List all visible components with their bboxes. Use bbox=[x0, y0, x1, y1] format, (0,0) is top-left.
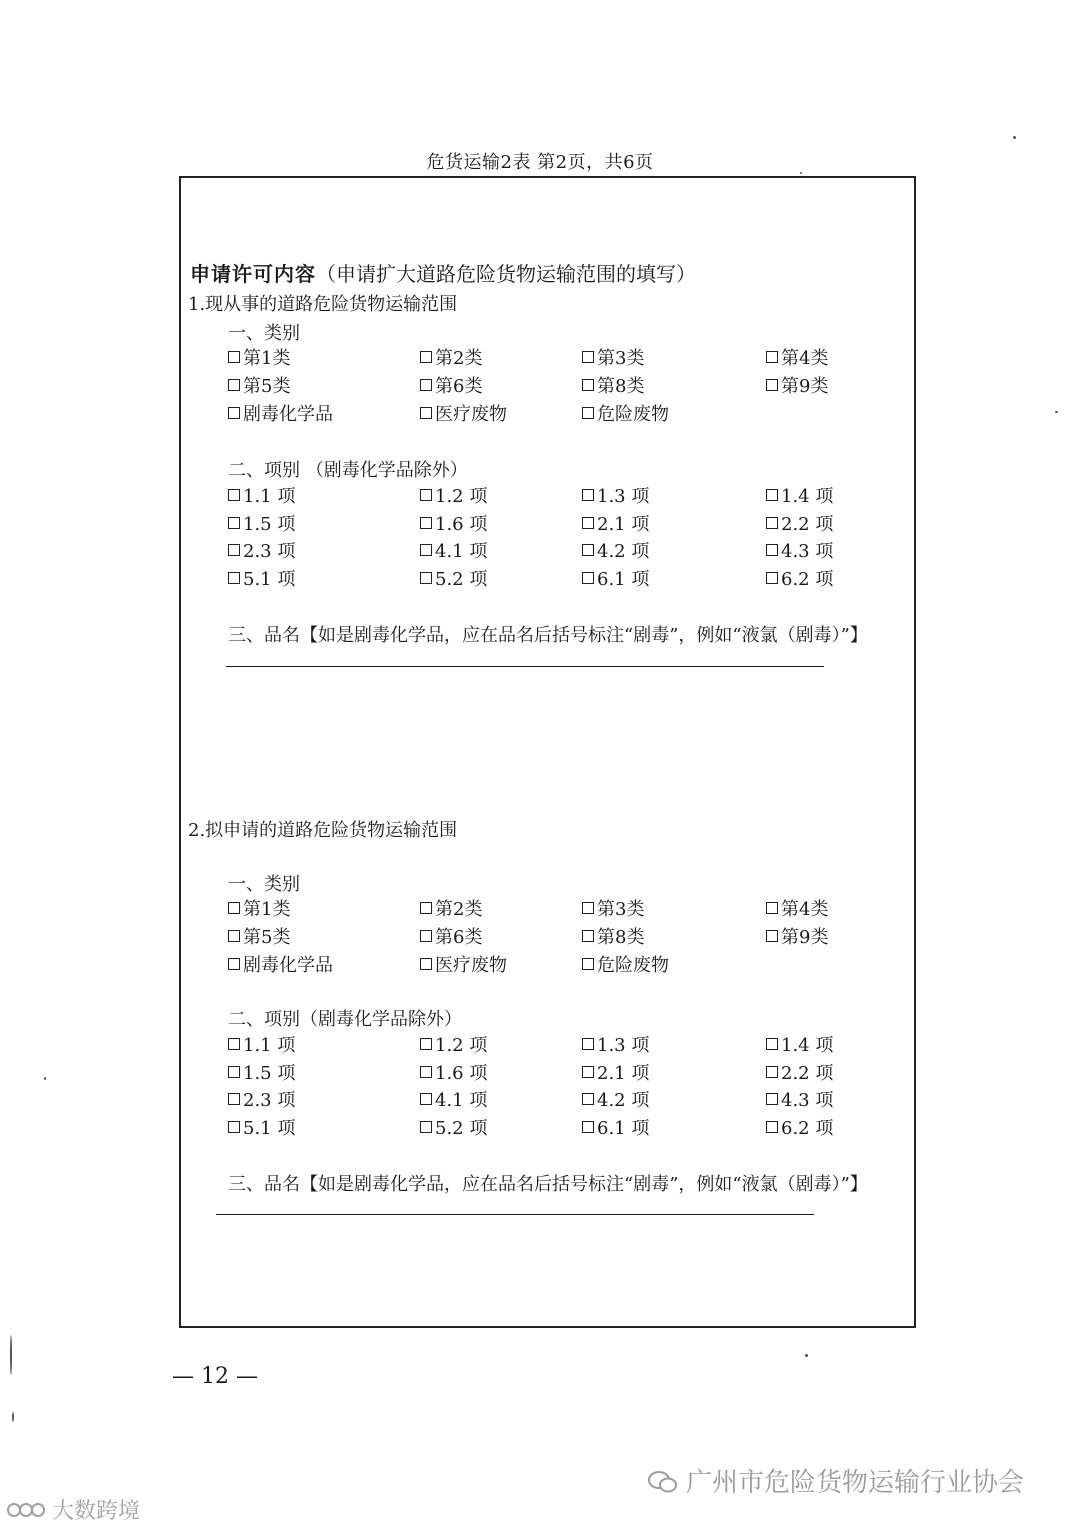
checkbox[interactable] bbox=[228, 1038, 240, 1050]
option-label: 剧毒化学品 bbox=[243, 404, 333, 425]
option-label: 6.2 项 bbox=[781, 1118, 834, 1140]
category-row bbox=[228, 951, 928, 977]
option-label: 1.6 项 bbox=[435, 513, 488, 535]
option-label: 第8类 bbox=[597, 376, 645, 397]
item-option[interactable] bbox=[420, 565, 487, 591]
option-label: 2.1 项 bbox=[597, 1062, 650, 1084]
checkbox[interactable] bbox=[582, 1038, 594, 1050]
checkbox[interactable] bbox=[420, 407, 432, 419]
checkbox[interactable] bbox=[420, 902, 432, 914]
section-2-heading: 2.拟申请的道路危险货物运输范围 bbox=[188, 820, 458, 841]
option-label: 1.2 项 bbox=[435, 486, 488, 507]
option-label: 1.5 项 bbox=[243, 1062, 296, 1084]
checkbox[interactable] bbox=[766, 902, 778, 914]
category-option[interactable] bbox=[766, 923, 828, 949]
option-label: 第4类 bbox=[781, 899, 829, 920]
option-label: 1.1 项 bbox=[243, 1035, 296, 1056]
item-option[interactable] bbox=[582, 1086, 649, 1112]
checkbox[interactable] bbox=[228, 351, 240, 363]
item-option[interactable] bbox=[228, 1059, 295, 1085]
category-option[interactable] bbox=[228, 344, 290, 370]
checkbox[interactable] bbox=[766, 517, 778, 529]
item-row bbox=[228, 1059, 928, 1085]
option-label: 第4类 bbox=[781, 348, 829, 369]
item-row bbox=[228, 1086, 928, 1112]
checkbox[interactable] bbox=[420, 930, 432, 942]
scan-speck bbox=[12, 1412, 14, 1422]
item-option[interactable] bbox=[766, 1086, 833, 1112]
item-option[interactable] bbox=[766, 1114, 833, 1140]
checkbox[interactable] bbox=[228, 958, 240, 970]
page-header: 危货运输2表 第2页，共6页 bbox=[426, 152, 654, 173]
category-option[interactable] bbox=[228, 895, 290, 921]
checkbox[interactable] bbox=[228, 902, 240, 914]
option-label: 5.2 项 bbox=[435, 1118, 488, 1140]
checkbox[interactable] bbox=[582, 407, 594, 419]
option-label: 第3类 bbox=[597, 348, 645, 369]
option-label: 1.6 项 bbox=[435, 1062, 488, 1084]
item-option[interactable] bbox=[420, 510, 487, 536]
checkbox[interactable] bbox=[228, 544, 240, 556]
item-option[interactable] bbox=[228, 1114, 295, 1140]
section-2-category-heading: 一、类别 bbox=[228, 874, 300, 895]
category-option[interactable] bbox=[420, 923, 482, 949]
category-row bbox=[228, 372, 928, 398]
category-option[interactable] bbox=[582, 951, 669, 977]
option-label: 医疗废物 bbox=[435, 404, 507, 425]
checkbox[interactable] bbox=[766, 572, 778, 584]
option-label: 第5类 bbox=[243, 376, 291, 397]
checkbox[interactable] bbox=[420, 1093, 432, 1105]
category-row bbox=[228, 895, 928, 921]
checkbox[interactable] bbox=[582, 572, 594, 584]
option-label: 4.3 项 bbox=[781, 1090, 834, 1112]
checkbox[interactable] bbox=[420, 572, 432, 584]
option-label: 危险废物 bbox=[597, 404, 669, 425]
checkbox[interactable] bbox=[420, 544, 432, 556]
checkbox[interactable] bbox=[420, 1121, 432, 1133]
item-option[interactable] bbox=[766, 510, 833, 536]
checkbox[interactable] bbox=[420, 379, 432, 391]
checkbox[interactable] bbox=[582, 544, 594, 556]
checkbox[interactable] bbox=[228, 1066, 240, 1078]
checkbox[interactable] bbox=[766, 351, 778, 363]
category-option[interactable] bbox=[420, 372, 482, 398]
option-label: 6.1 项 bbox=[597, 569, 650, 591]
option-label: 2.2 项 bbox=[781, 513, 834, 535]
category-option[interactable] bbox=[582, 895, 644, 921]
item-row bbox=[228, 537, 928, 563]
option-label: 2.1 项 bbox=[597, 513, 650, 535]
option-label: 6.1 项 bbox=[597, 1118, 650, 1140]
checkbox[interactable] bbox=[766, 1066, 778, 1078]
scan-speck bbox=[44, 1077, 46, 1080]
option-label: 第9类 bbox=[781, 376, 829, 397]
scan-speck bbox=[800, 172, 802, 174]
option-label: 4.1 项 bbox=[435, 541, 488, 563]
option-label: 1.1 项 bbox=[243, 486, 296, 507]
checkbox[interactable] bbox=[228, 379, 240, 391]
scan-speck bbox=[805, 1354, 808, 1357]
checkbox[interactable] bbox=[420, 1038, 432, 1050]
watermark bbox=[648, 1462, 1024, 1499]
checkbox[interactable] bbox=[766, 544, 778, 556]
item-option[interactable] bbox=[228, 537, 295, 563]
item-row bbox=[228, 510, 928, 536]
item-option[interactable] bbox=[582, 1031, 649, 1057]
item-option[interactable] bbox=[582, 482, 649, 508]
item-option[interactable] bbox=[228, 1031, 295, 1057]
page-number: — 12 — bbox=[172, 1364, 258, 1389]
item-row bbox=[228, 482, 928, 508]
item-option[interactable] bbox=[582, 510, 649, 536]
option-label: 5.1 项 bbox=[243, 1118, 296, 1140]
category-row bbox=[228, 344, 928, 370]
checkbox[interactable] bbox=[228, 1093, 240, 1105]
category-option[interactable] bbox=[420, 400, 507, 426]
checkbox[interactable] bbox=[766, 1121, 778, 1133]
item-option[interactable] bbox=[766, 537, 833, 563]
option-label: 第2类 bbox=[435, 899, 483, 920]
section-2-item-heading: 二、项别（剧毒化学品除外） bbox=[228, 1009, 462, 1030]
category-option[interactable] bbox=[766, 344, 828, 370]
checkbox[interactable] bbox=[582, 930, 594, 942]
logo-icon bbox=[6, 1499, 46, 1521]
section-1-item-heading: 二、项别 （剧毒化学品除外） bbox=[228, 460, 468, 481]
corner-logo-text: 大数跨境 bbox=[52, 1499, 141, 1524]
checkbox[interactable] bbox=[582, 489, 594, 501]
checkbox[interactable] bbox=[582, 1066, 594, 1078]
item-option[interactable] bbox=[420, 482, 487, 508]
option-label: 1.4 项 bbox=[781, 486, 834, 507]
option-label: 4.1 项 bbox=[435, 1090, 488, 1112]
item-option[interactable] bbox=[228, 510, 295, 536]
item-option[interactable] bbox=[582, 565, 649, 591]
checkbox[interactable] bbox=[766, 379, 778, 391]
checkbox[interactable] bbox=[766, 489, 778, 501]
category-option[interactable] bbox=[582, 372, 644, 398]
section-2-name-heading: 三、品名【如是剧毒化学品，应在品名后括号标注“剧毒”，例如“液氯（剧毒）”】 bbox=[228, 1174, 868, 1195]
category-option[interactable] bbox=[420, 344, 482, 370]
item-option[interactable] bbox=[766, 482, 833, 508]
checkbox[interactable] bbox=[766, 1093, 778, 1105]
option-label: 第1类 bbox=[243, 348, 291, 369]
category-option[interactable] bbox=[420, 951, 507, 977]
category-option[interactable] bbox=[228, 951, 333, 977]
checkbox[interactable] bbox=[582, 1121, 594, 1133]
checkbox[interactable] bbox=[228, 572, 240, 584]
section-2-name-input-line[interactable] bbox=[216, 1214, 814, 1215]
option-label: 1.4 项 bbox=[781, 1035, 834, 1056]
item-option[interactable] bbox=[582, 1114, 649, 1140]
category-option[interactable] bbox=[228, 400, 333, 426]
item-option[interactable] bbox=[228, 482, 295, 508]
section-1-name-input-line[interactable] bbox=[226, 666, 824, 667]
item-option[interactable] bbox=[420, 537, 487, 563]
wechat-icon bbox=[648, 1470, 678, 1492]
category-option[interactable] bbox=[582, 923, 644, 949]
option-label: 第8类 bbox=[597, 927, 645, 948]
scan-speck bbox=[1055, 411, 1058, 413]
watermark-text: 广州市危险货物运输行业协会 bbox=[686, 1468, 1025, 1498]
checkbox[interactable] bbox=[582, 1093, 594, 1105]
option-label: 1.3 项 bbox=[597, 486, 650, 507]
item-option[interactable] bbox=[420, 1031, 487, 1057]
option-label: 第3类 bbox=[597, 899, 645, 920]
category-row bbox=[228, 923, 928, 949]
item-option[interactable] bbox=[766, 565, 833, 591]
category-option[interactable] bbox=[766, 895, 828, 921]
option-label: 第1类 bbox=[243, 899, 291, 920]
category-option[interactable] bbox=[766, 372, 828, 398]
section-1-category-heading: 一、类别 bbox=[228, 323, 300, 344]
option-label: 1.2 项 bbox=[435, 1035, 488, 1056]
checkbox[interactable] bbox=[582, 379, 594, 391]
item-row bbox=[228, 565, 928, 591]
item-option[interactable] bbox=[766, 1059, 833, 1085]
scan-speck bbox=[10, 1335, 12, 1375]
category-option[interactable] bbox=[228, 923, 290, 949]
option-label: 1.5 项 bbox=[243, 513, 296, 535]
item-row bbox=[228, 1031, 928, 1057]
checkbox[interactable] bbox=[582, 902, 594, 914]
form-title bbox=[190, 258, 696, 287]
scan-speck bbox=[1013, 136, 1016, 139]
section-1-name-heading: 三、品名【如是剧毒化学品，应在品名后括号标注“剧毒”，例如“液氯（剧毒）”】 bbox=[228, 625, 868, 646]
option-label: 6.2 项 bbox=[781, 569, 834, 591]
category-option[interactable] bbox=[228, 372, 290, 398]
option-label: 4.2 项 bbox=[597, 541, 650, 563]
item-option[interactable] bbox=[420, 1114, 487, 1140]
option-label: 2.3 项 bbox=[243, 541, 296, 563]
option-label: 2.2 项 bbox=[781, 1062, 834, 1084]
checkbox[interactable] bbox=[228, 489, 240, 501]
option-label: 4.3 项 bbox=[781, 541, 834, 563]
category-option[interactable] bbox=[582, 344, 644, 370]
option-label: 剧毒化学品 bbox=[243, 955, 333, 976]
checkbox[interactable] bbox=[582, 351, 594, 363]
option-label: 危险废物 bbox=[597, 955, 669, 976]
item-option[interactable] bbox=[228, 1086, 295, 1112]
option-label: 4.2 项 bbox=[597, 1090, 650, 1112]
checkbox[interactable] bbox=[766, 1038, 778, 1050]
section-1-heading: 1.现从事的道路危险货物运输范围 bbox=[188, 294, 458, 315]
option-label: 医疗废物 bbox=[435, 955, 507, 976]
checkbox[interactable] bbox=[420, 1066, 432, 1078]
form-title-rest: （申请扩大道路危险货物运输范围的填写） bbox=[316, 262, 696, 286]
checkbox[interactable] bbox=[228, 407, 240, 419]
option-label: 第5类 bbox=[243, 927, 291, 948]
checkbox[interactable] bbox=[420, 351, 432, 363]
item-option[interactable] bbox=[766, 1031, 833, 1057]
option-label: 第2类 bbox=[435, 348, 483, 369]
checkbox[interactable] bbox=[420, 958, 432, 970]
category-row bbox=[228, 400, 928, 426]
item-row bbox=[228, 1114, 928, 1140]
category-option[interactable] bbox=[420, 895, 482, 921]
category-option[interactable] bbox=[582, 400, 669, 426]
option-label: 第6类 bbox=[435, 376, 483, 397]
checkbox[interactable] bbox=[228, 1121, 240, 1133]
option-label: 第6类 bbox=[435, 927, 483, 948]
corner-logo bbox=[6, 1494, 140, 1525]
option-label: 5.2 项 bbox=[435, 569, 488, 591]
checkbox[interactable] bbox=[766, 930, 778, 942]
item-option[interactable] bbox=[420, 1086, 487, 1112]
item-option[interactable] bbox=[582, 1059, 649, 1085]
checkbox[interactable] bbox=[420, 517, 432, 529]
option-label: 5.1 项 bbox=[243, 569, 296, 591]
item-option[interactable] bbox=[582, 537, 649, 563]
item-option[interactable] bbox=[228, 565, 295, 591]
item-option[interactable] bbox=[420, 1059, 487, 1085]
form-title-bold: 申请许可内容 bbox=[190, 262, 316, 286]
checkbox[interactable] bbox=[228, 930, 240, 942]
checkbox[interactable] bbox=[582, 517, 594, 529]
option-label: 1.3 项 bbox=[597, 1035, 650, 1056]
checkbox[interactable] bbox=[420, 489, 432, 501]
option-label: 2.3 项 bbox=[243, 1090, 296, 1112]
option-label: 第9类 bbox=[781, 927, 829, 948]
checkbox[interactable] bbox=[582, 958, 594, 970]
checkbox[interactable] bbox=[228, 517, 240, 529]
